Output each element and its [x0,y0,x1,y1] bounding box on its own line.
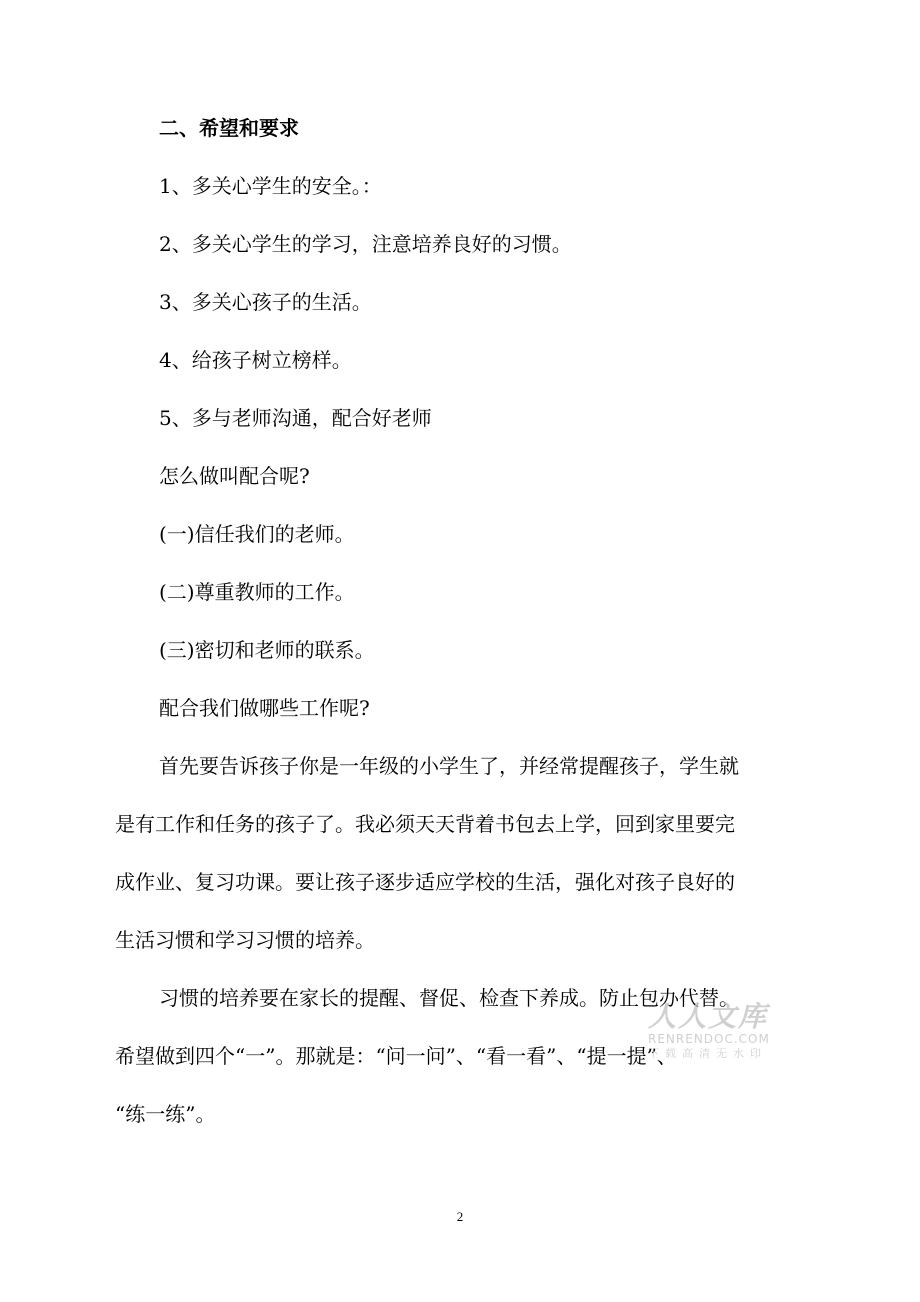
watermark-title: 人人文库 [648,1000,769,1033]
list-item: 怎么做叫配合呢? [159,464,310,488]
watermark-url: RENRENDOC.COM [648,1032,770,1046]
paragraph-line: 希望做到四个“一”。那就是：“问一问”、“看一看”、“提一提”、 [115,1044,677,1068]
paragraph-line: 是有工作和任务的孩子了。我必须天天背着书包去上学，回到家里要完 [115,812,735,836]
paragraph-line: 生活习惯和学习习惯的培养。 [115,928,375,952]
list-item: (一)信任我们的老师。 [159,522,355,546]
paragraph-line: 首先要告诉孩子你是一年级的小学生了，并经常提醒孩子，学生就 [159,754,739,778]
list-item: (二)尊重教师的工作。 [159,580,355,604]
watermark-subtitle: 下载高清无水印 [648,1047,767,1060]
paragraph-line: 习惯的培养要在家长的提醒、督促、检查下养成。防止包办代替。 [159,986,739,1010]
page-number: 2 [456,1209,464,1224]
list-item: 4、给孩子树立榜样。 [159,348,352,372]
list-item: (三)密切和老师的联系。 [159,638,375,662]
list-item: 3、多关心孩子的生活。 [159,290,372,314]
list-item: 5、多与老师沟通，配合好老师 [159,406,432,430]
section-heading: 二、希望和要求 [159,116,299,140]
list-item: 配合我们做哪些工作呢? [159,696,370,720]
list-item: 1、多关心学生的安全。： [159,174,382,198]
paragraph-line: 成作业、复习功课。要让孩子逐步适应学校的生活，强化对孩子良好的 [115,870,735,894]
paragraph-line: “练一练”。 [115,1102,216,1126]
list-item: 2、多关心学生的学习，注意培养良好的习惯。 [159,232,572,256]
